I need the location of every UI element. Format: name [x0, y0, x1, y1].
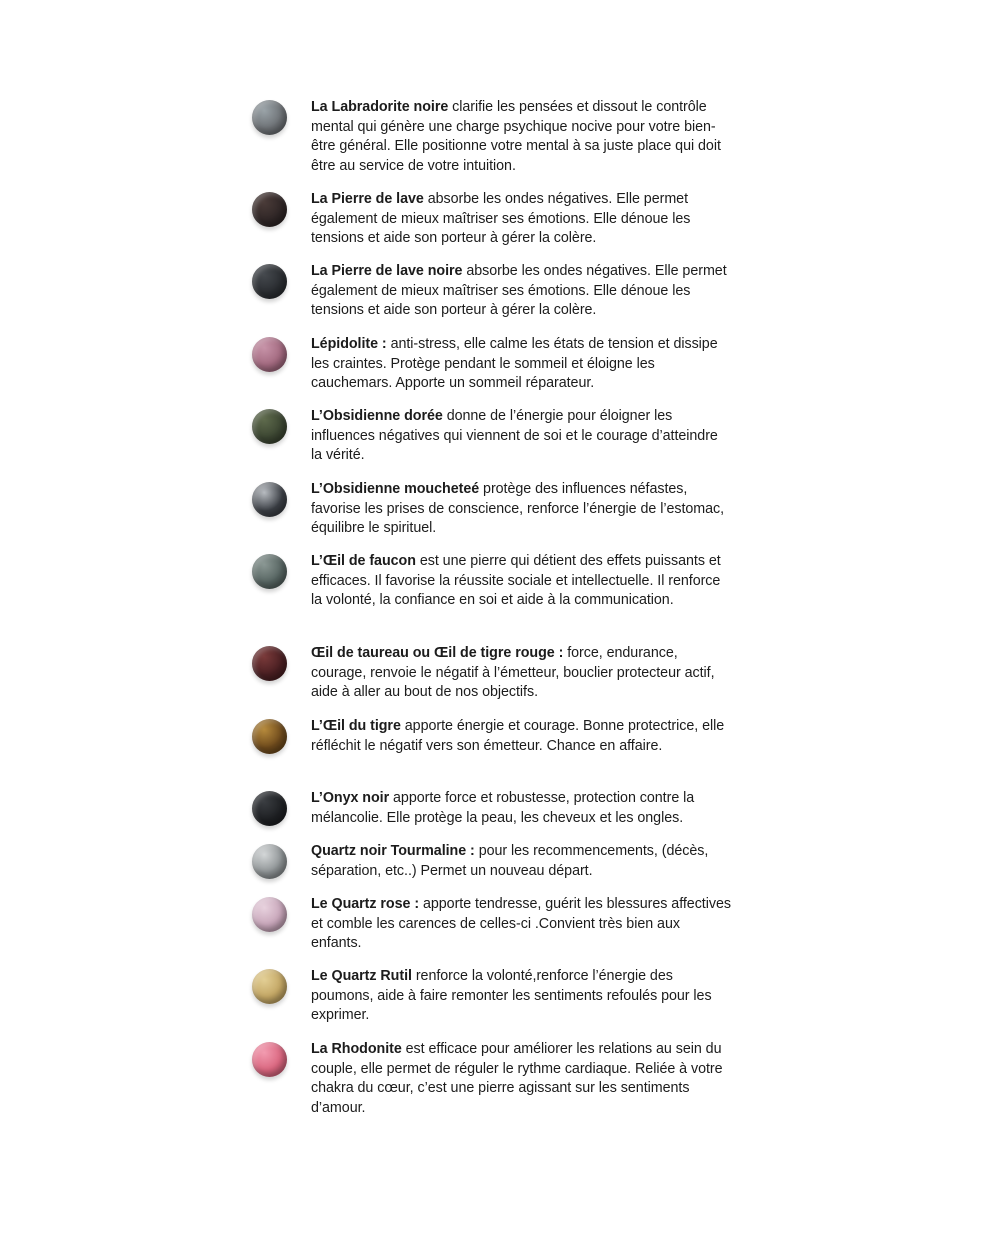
stone-text: force, endurance, courage, renvoie le négatif à l’émetteur, bouclier protecteur actif, aide à aller au bout de nos objectifs.	[311, 645, 715, 700]
stone-list	[252, 98, 732, 1132]
stone-entry	[252, 895, 732, 967]
stone-name: L’Obsidienne dorée	[311, 408, 443, 424]
stone-description	[311, 789, 732, 828]
stone-entry	[252, 552, 732, 644]
stone-description	[311, 190, 732, 249]
stone-entry	[252, 190, 732, 262]
stone-name: La Rhodonite	[311, 1041, 402, 1057]
stone-description	[311, 895, 732, 954]
stone-description	[311, 480, 732, 539]
stone-entry	[252, 1040, 732, 1132]
stone-description	[311, 842, 732, 881]
stone-text: est une pierre qui détient des effets puissants et efficaces. Il favorise la réussite sociale et intellectuelle. Il renforce la volonté, la confiance en soi et aide à la communication.	[311, 553, 721, 608]
stone-name: La Pierre de lave	[311, 191, 424, 207]
stone-name: La Pierre de lave noire	[311, 263, 463, 279]
stone-entry	[252, 407, 732, 480]
rhodonite-bead-icon	[252, 1042, 287, 1077]
stone-name: Le Quartz rose :	[311, 896, 420, 912]
tourmaline-quartz-bead-icon	[252, 844, 287, 879]
stone-text: absorbe les ondes négatives. Elle permet également de mieux maîtriser ses émotions. Elle dénoue les tensions et aide son porteur à gérer la colère.	[311, 191, 691, 246]
stone-description	[311, 407, 732, 466]
stone-text: absorbe les ondes négatives. Elle permet également de mieux maîtriser ses émotions. Elle dénoue les tensions et aide son porteur à gérer la colère.	[311, 263, 727, 318]
stone-description	[311, 552, 732, 611]
stone-name: L’Onyx noir	[311, 790, 390, 806]
lava-stone-bead-icon	[252, 192, 287, 227]
stone-entry	[252, 480, 732, 552]
stone-entry	[252, 98, 732, 190]
stone-description	[311, 967, 732, 1026]
rose-quartz-bead-icon	[252, 897, 287, 932]
black-onyx-bead-icon	[252, 791, 287, 826]
stone-text: protège des influences néfastes, favorise les prises de conscience, renforce l’énergie de l’estomac, équilibre le spirituel.	[311, 481, 725, 536]
stone-entry	[252, 789, 732, 842]
stone-description	[311, 335, 732, 394]
stone-text: clarifie les pensées et dissout le contrôle mental qui génère une charge psychique nocive pour votre bien-être général. Elle positionne votre mental à sa juste place qui doit être au service de votre intuition.	[311, 99, 721, 174]
labradorite-bead-icon	[252, 100, 287, 135]
stone-description	[311, 262, 732, 321]
stone-name: Quartz noir Tourmaline :	[311, 843, 475, 859]
rutilated-quartz-bead-icon	[252, 969, 287, 1004]
stone-entry	[252, 644, 732, 717]
stone-entry	[252, 842, 732, 895]
bull-eye-bead-icon	[252, 646, 287, 681]
stone-text: apporte tendresse, guérit les blessures affectives et comble les carences de celles-ci .Convient très bien aux enfants.	[311, 896, 731, 951]
stone-entry	[252, 335, 732, 407]
golden-obsidian-bead-icon	[252, 409, 287, 444]
lepidolite-bead-icon	[252, 337, 287, 372]
stone-name: Œil de taureau ou Œil de tigre rouge :	[311, 645, 564, 661]
stone-text: donne de l’énergie pour éloigner les influences négatives qui viennent de soi et le courage d’atteindre la vérité.	[311, 408, 718, 463]
stone-entry	[252, 262, 732, 335]
stone-text: est efficace pour améliorer les relations au sein du couple, elle permet de réguler le rythme cardiaque. Reliée à votre chakra du cœur, c’est une pierre agissant sur les sentiments d’amour.	[311, 1041, 723, 1116]
tiger-eye-bead-icon	[252, 719, 287, 754]
stone-description	[311, 98, 732, 176]
stone-description	[311, 717, 732, 756]
stone-text: apporte force et robustesse, protection contre la mélancolie. Elle protège la peau, les cheveux et les ongles.	[311, 790, 695, 826]
stone-name: L’Œil du tigre	[311, 718, 401, 734]
stone-text: anti-stress, elle calme les états de tension et dissipe les craintes. Protège pendant le sommeil et éloigne les cauchemars. Apporte un sommeil réparateur.	[311, 336, 718, 391]
stone-name: Lépidolite :	[311, 336, 387, 352]
stone-text: apporte énergie et courage. Bonne protectrice, elle réfléchit le négatif vers son émetteur. Chance en affaire.	[311, 718, 725, 754]
stone-text: pour les recommencements, (décès, séparation, etc..) Permet un nouveau départ.	[311, 843, 709, 879]
stone-entry	[252, 967, 732, 1040]
stone-entry	[252, 717, 732, 789]
stone-name: L’Œil de faucon	[311, 553, 416, 569]
stone-description	[311, 644, 732, 703]
hawk-eye-bead-icon	[252, 554, 287, 589]
stone-description	[311, 1040, 732, 1118]
stone-name: La Labradorite noire	[311, 99, 449, 115]
stone-name: Le Quartz Rutil	[311, 968, 412, 984]
stone-name: L’Obsidienne moucheteé	[311, 481, 480, 497]
snowflake-obsidian-bead-icon	[252, 482, 287, 517]
black-lava-stone-bead-icon	[252, 264, 287, 299]
stone-text: renforce la volonté,renforce l’énergie des poumons, aide à faire remonter les sentiments refoulés pour les exprimer.	[311, 968, 712, 1023]
